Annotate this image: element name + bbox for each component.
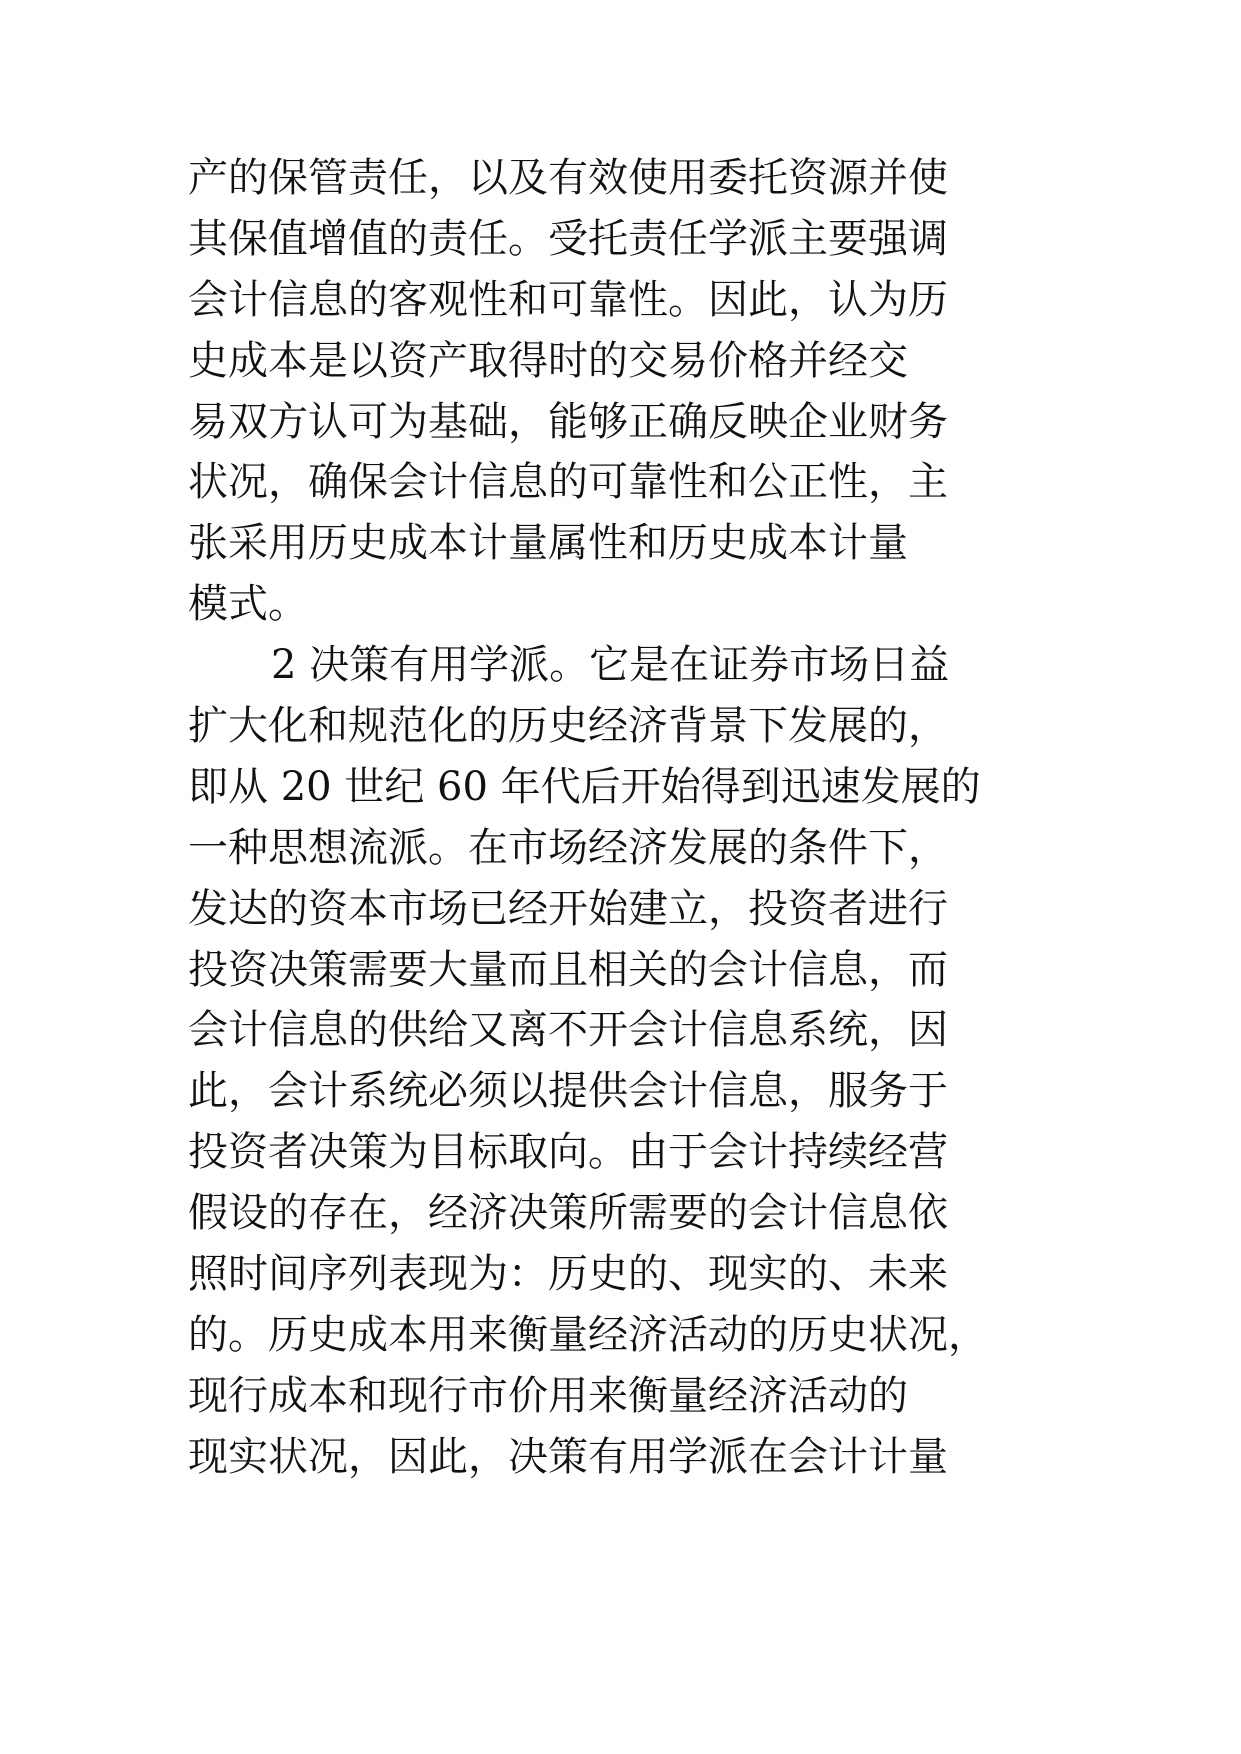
text-line: 即从 20 世纪 60 年代后开始得到迅速发展的 [188,763,981,810]
text-line: 一种思想流派。在市场经济发展的条件下， [188,824,948,871]
text-line: 张采用历史成本计量属性和历史成本计量 [188,520,908,567]
paragraph-start-line: 2 决策有用学派。它是在证券市场日益 [271,642,950,689]
text-line: 投资决策需要大量而且相关的会计信息，而 [188,946,948,993]
text-line: 发达的资本市场已经开始建立，投资者进行 [188,885,948,932]
text-line: 产的保管责任，以及有效使用委托资源并使 [188,155,948,201]
text-line: 易双方认可为基础，能够正确反映企业财务 [188,398,948,445]
text-line: 会计信息的供给又离不开会计信息系统，因 [188,1007,948,1054]
text-line: 会计信息的客观性和可靠性。因此，认为历 [188,276,948,323]
text-line: 现行成本和现行市价用来衡量经济活动的 [188,1372,908,1419]
text-line: 状况，确保会计信息的可靠性和公正性，主 [188,459,948,506]
body-text [188,148,1088,1488]
text-line: 投资者决策为目标取向。由于会计持续经营 [188,1129,948,1176]
text-line: 扩大化和规范化的历史经济背景下发展的， [188,703,948,750]
text-line: 现实状况，因此，决策有用学派在会计计量 [188,1433,948,1480]
text-line: 史成本是以资产取得时的交易价格并经交 [188,337,908,384]
text-line: 其保值增值的责任。受托责任学派主要强调 [188,215,948,262]
text-line: 假设的存在，经济决策所需要的会计信息依 [188,1190,948,1237]
text-line: 此，会计系统必须以提供会计信息，服务于 [188,1068,948,1115]
text-line: 模式。 [188,581,308,628]
text-line: 的。历史成本用来衡量经济活动的历史状况， [188,1311,988,1358]
text-line: 照时间序列表现为：历史的、现实的、未来 [188,1251,948,1298]
